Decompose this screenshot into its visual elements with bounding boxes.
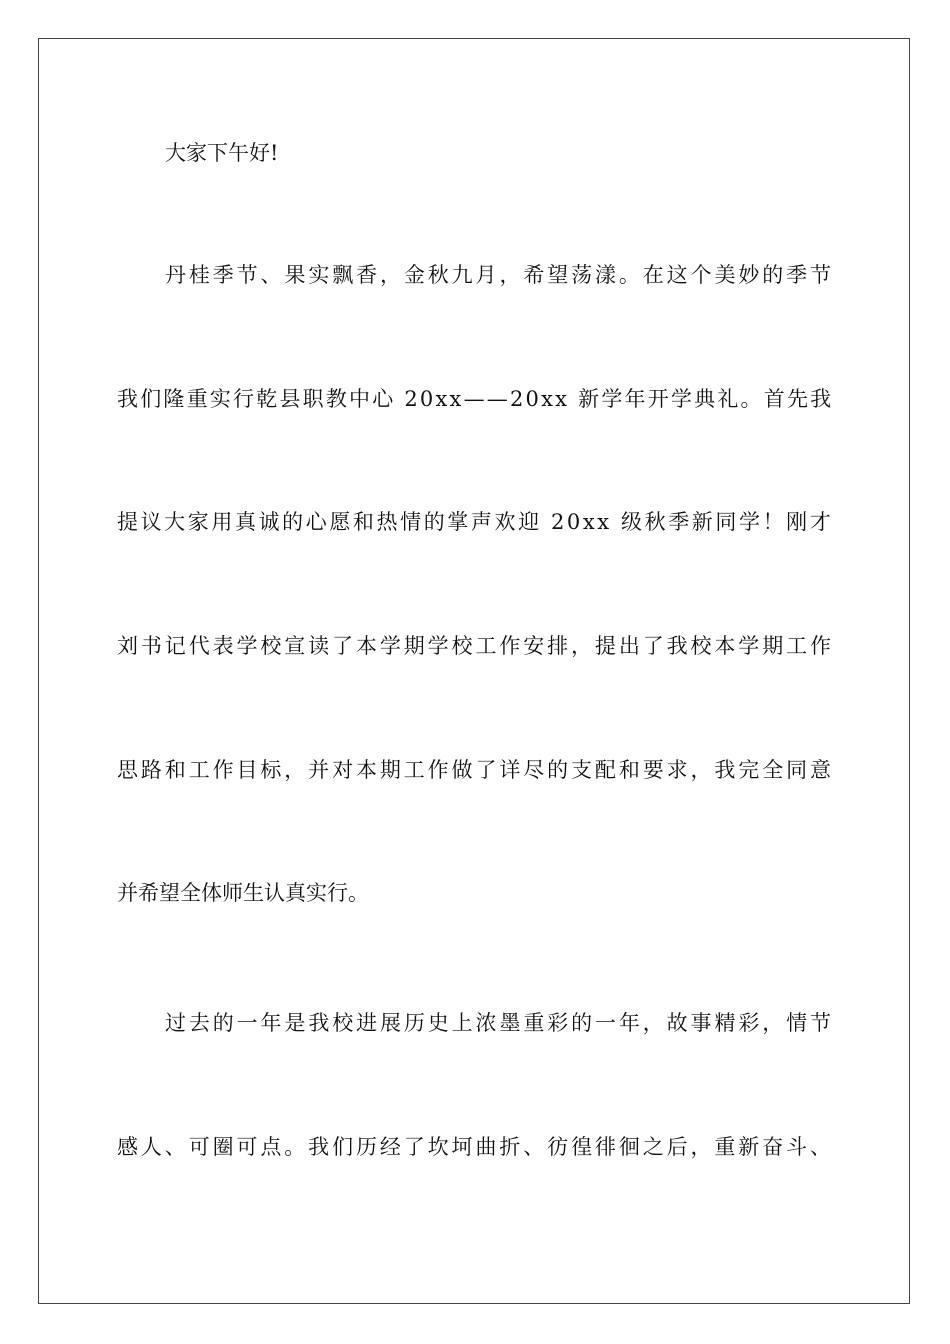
greeting-line: 大家下午好! <box>165 141 279 165</box>
paragraph-1-line-6: 并希望全体师生认真实行。 <box>117 881 369 905</box>
paragraph-1-line-3: 提议大家用真诚的心愿和热情的掌声欢迎 20xx 级秋季新同学！刚才 <box>117 510 834 534</box>
paragraph-1-line-2: 我们隆重实行乾县职教中心 20xx——20xx 新学年开学典礼。首先我 <box>117 387 834 411</box>
paragraph-2-line-1: 过去的一年是我校进展历史上浓墨重彩的一年，故事精彩，情节 <box>165 1011 834 1035</box>
page-frame <box>38 38 910 1304</box>
paragraph-2-line-2: 感人、可圈可点。我们历经了坎坷曲折、彷徨徘徊之后，重新奋斗、 <box>117 1135 834 1159</box>
paragraph-1-line-1: 丹桂季节、果实飘香，金秋九月，希望荡漾。在这个美妙的季节 <box>165 263 834 287</box>
paragraph-1-line-4: 刘书记代表学校宣读了本学期学校工作安排，提出了我校本学期工作 <box>117 634 834 658</box>
paragraph-1-line-5: 思路和工作目标，并对本期工作做了详尽的支配和要求，我完全同意 <box>117 758 834 782</box>
